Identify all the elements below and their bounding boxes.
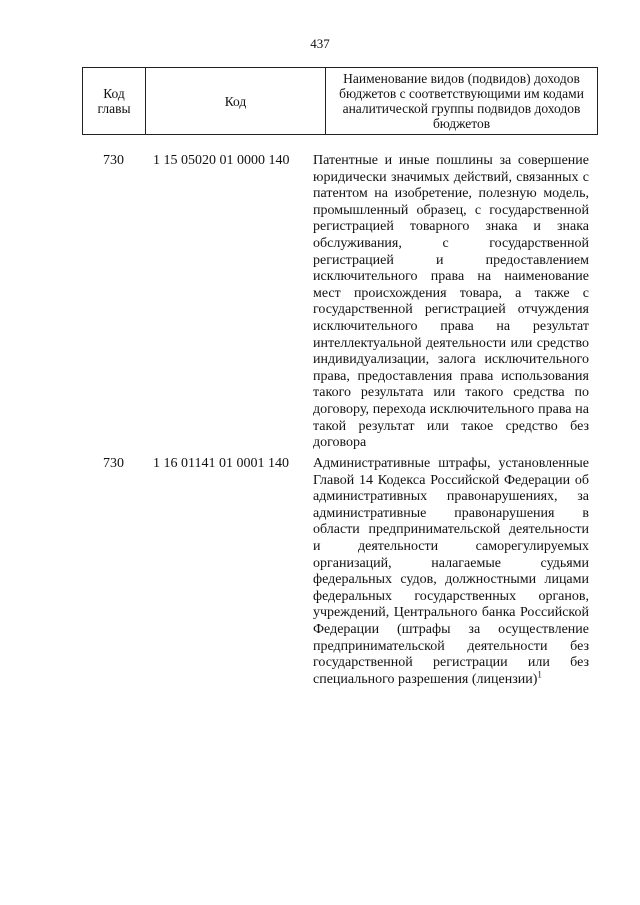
row-chapter-code: 730 <box>103 153 124 168</box>
row-chapter-code: 730 <box>103 456 124 471</box>
footnote-mark: 1 <box>537 669 542 680</box>
row-code: 1 15 05020 01 0000 140 <box>153 153 290 168</box>
header-code: Код <box>146 68 326 135</box>
row-description <box>313 456 589 688</box>
row-description-text: Патентные и иные пошлины за совершение юридически значимых действий, связанных с патентом на изобретение, полезную модель, промышленный образец, с государственной регистрацией товарного знака и знака обслуживания, с государственной регистрацией и предоставлением исключительного права на наименование мест происхождения товара, а также с государственной регистрацией отчуждения исключительного права на результат интеллектуальной деятельности или средство индивидуализации, залога исключительного права, предоставления права использования такого результата или такого средства по договору, перехода исключительного права на такой результат или такое средство без договора <box>313 153 589 451</box>
page-number: 437 <box>310 36 330 51</box>
row-description <box>313 153 589 452</box>
row-code: 1 16 01141 01 0001 140 <box>153 456 289 471</box>
table-header <box>82 67 598 135</box>
header-name: Наименование видов (подвидов) доходов бюджетов с соответствующими им кодами аналитической группы подвидов доходов бюджетов <box>326 68 598 135</box>
header-chapter-code: Код главы <box>83 68 146 135</box>
row-description-text: Административные штрафы, установленные Главой 14 Кодекса Российской Федерации об административных правонарушениях, за административные правонарушения в области предпринимательской деятельности и деятельности саморегулируемых организаций, налагаемые судьями федеральных судов, должностными лицами федеральных государственных органов, учреждений, Центрального банка Российской Федерации (штрафы за осуществление предпринимательской деятельности без государственной регистрации или без специального разрешения (лицензии) <box>313 456 589 687</box>
table-header-row <box>83 68 598 135</box>
